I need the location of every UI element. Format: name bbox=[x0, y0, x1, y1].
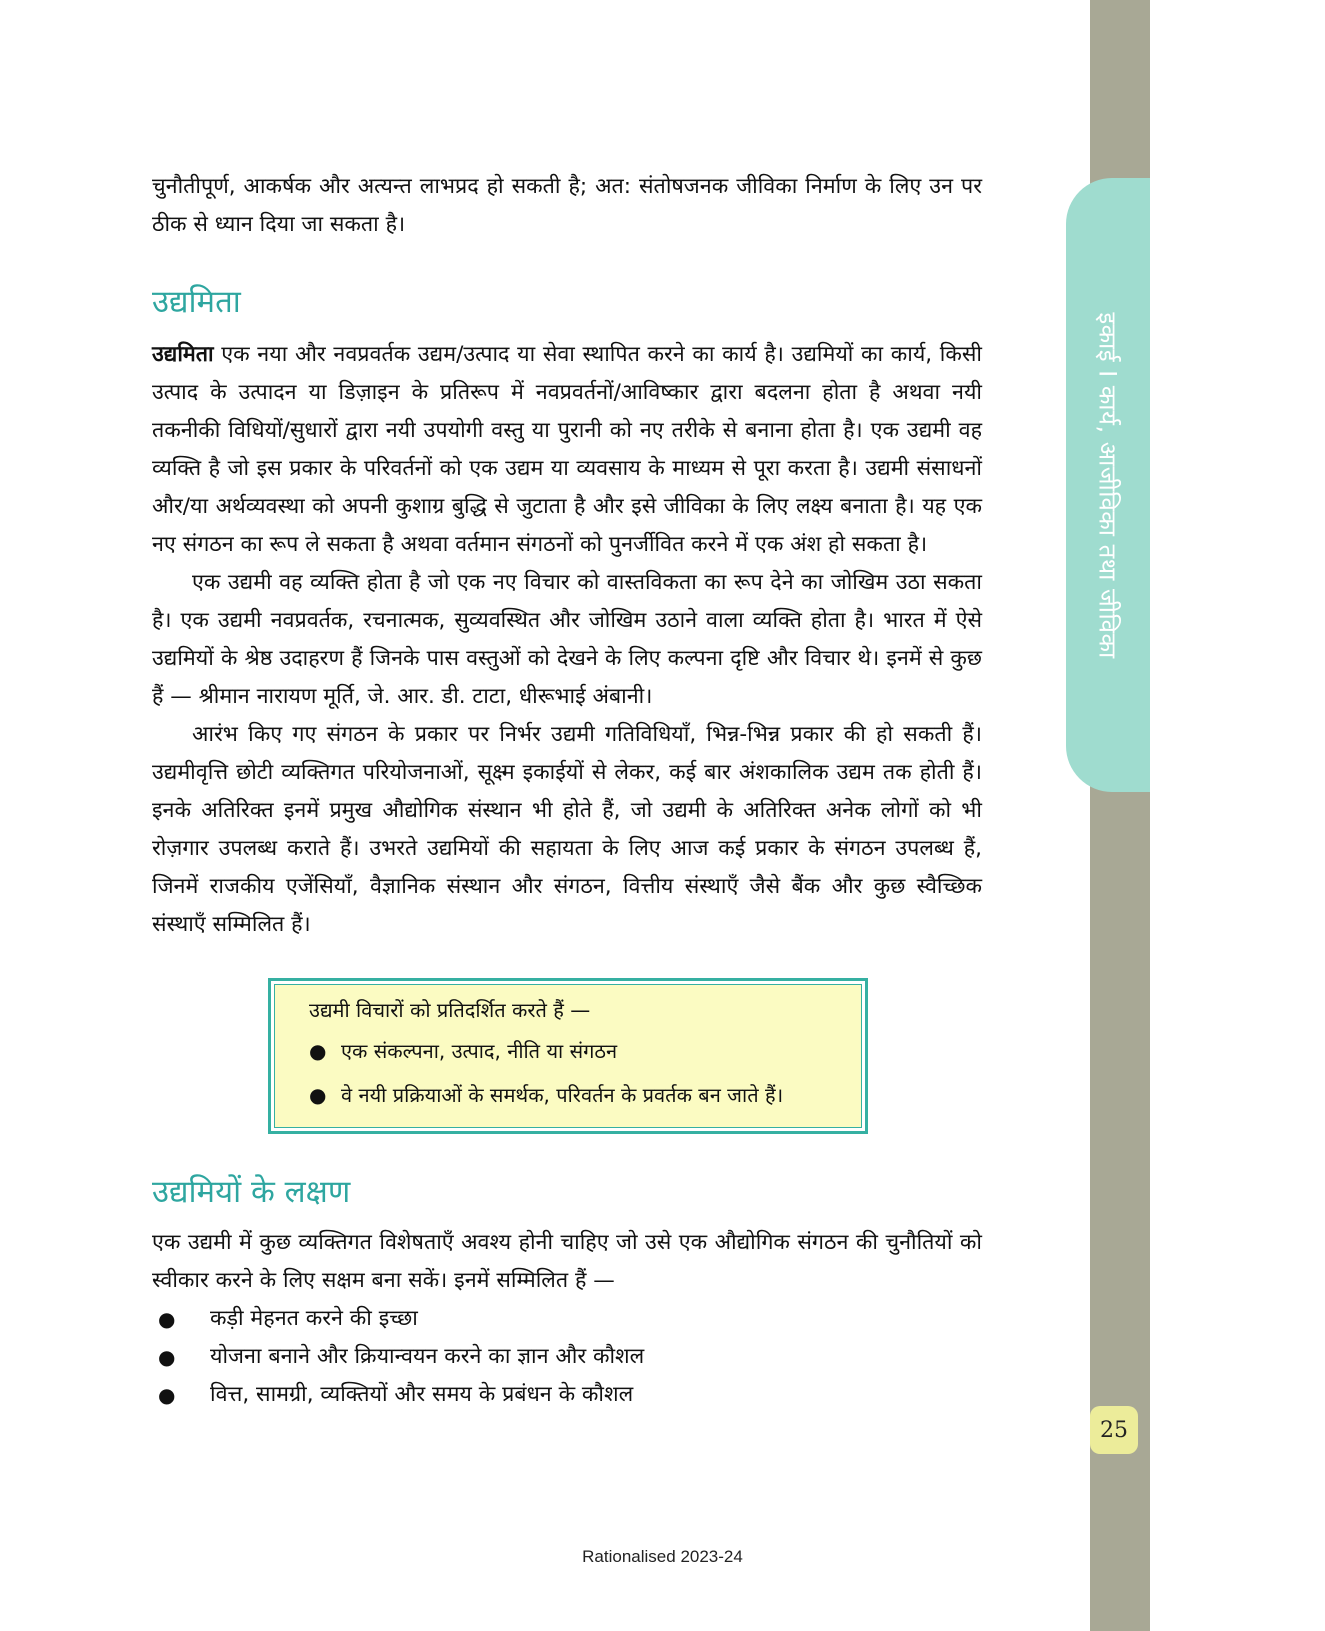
udyamita-paragraph-2: एक उद्यमी वह व्यक्ति होता है जो एक नए विचार को वास्तविकता का रूप देने का जोखिम उठा सकता है। एक उद्यमी नवप्रवर्तक, रचनात्मक, सुव्यवस्थित और जोखिम उठाने वाला व्यक्ति होता है। भारत में ऐसे उद्यमियों के श्रेष्ठ उदाहरण हैं जिनके पास वस्तुओं को देखने के लिए कल्पना दृष्टि और विचार थे। इनमें से कुछ हैं — श्रीमान नारायण मूर्ति, जे. आर. डी. टाटा, धीरूभाई अंबानी। bbox=[152, 570, 982, 709]
udyamita-term: उद्यमिता bbox=[152, 342, 214, 367]
unit-tab-label: इकाई I कार्य, आजीविका तथा जीविका bbox=[1093, 311, 1122, 659]
bullet-icon: ● bbox=[309, 1039, 327, 1063]
footer-note: Rationalised 2023-24 bbox=[582, 1547, 743, 1566]
udyamita-paragraph-3: आरंभ किए गए संगठन के प्रकार पर निर्भर उद्यमी गतिविधियाँ, भिन्न-भिन्न प्रकार की हो सकती हैं। उद्यमीवृत्ति छोटी व्यक्तिगत परियोजनाओं, सूक्ष्म इकाईयों से लेकर, कई बार अंशकालिक उद्यम तक होती हैं। इनके अतिरिक्त इनमें प्रमुख औद्योगिक संस्थान भी होते हैं, जो उद्यमी के अतिरिक्त अनेक लोगों को भी रोज़गार उपलब्ध कराते हैं। उभरते उद्यमियों की सहायता के लिए आज कई प्रकार के संगठन उपलब्ध हैं, जिनमें राजकीय एजेंसियाँ, वैज्ञानिक संस्थान और संगठन, वित्तीय संस्थाएँ जैसे बैंक और कुछ स्वैच्छिक संस्थाएँ सम्मिलित हैं। bbox=[152, 722, 982, 937]
traits-list-item bbox=[152, 1338, 982, 1376]
ideas-box-intro: उद्यमी विचारों को प्रतिदर्शित करते हैं — bbox=[309, 998, 591, 1022]
bullet-icon: ● bbox=[158, 1307, 176, 1331]
intro-paragraph: चुनौतीपूर्ण, आकर्षक और अत्यन्त लाभप्रद हो सकती है; अत: संतोषजनक जीविका निर्माण के लिए उन पर ठीक से ध्यान दिया जा सकता है। bbox=[152, 174, 982, 237]
traits-list bbox=[152, 1300, 982, 1414]
unit-tab-label-wrap bbox=[1066, 178, 1150, 792]
bullet-icon: ● bbox=[158, 1383, 176, 1407]
ideas-list-item-text: एक संकल्पना, उत्पाद, नीति या संगठन bbox=[341, 1039, 618, 1063]
lakshan-paragraph: एक उद्यमी में कुछ व्यक्तिगत विशेषताएँ अवश्य होनी चाहिए जो उसे एक औद्योगिक संगठन की चुनौतियों को स्वीकार करने के लिए सक्षम बना सकें। इनमें सम्मिलित हैं — bbox=[152, 1230, 982, 1293]
bullet-icon: ● bbox=[309, 1083, 327, 1107]
traits-list-item bbox=[152, 1376, 982, 1414]
traits-list-item bbox=[152, 1300, 982, 1338]
ideas-list bbox=[309, 1029, 841, 1117]
page-content bbox=[152, 168, 982, 1414]
ideas-list-item-text: वे नयी प्रक्रियाओं के समर्थक, परिवर्तन के प्रवर्तक बन जाते हैं। bbox=[341, 1083, 784, 1107]
section-heading-udyamita: उद्यमिता bbox=[152, 284, 241, 320]
ideas-list-item bbox=[309, 1029, 841, 1073]
bullet-icon: ● bbox=[158, 1345, 176, 1369]
page-number: 25 bbox=[1090, 1406, 1138, 1454]
ideas-box-inner bbox=[274, 984, 862, 1128]
traits-list-item-text: वित्त, सामग्री, व्यक्तियों और समय के प्रबंधन के कौशल bbox=[210, 1382, 634, 1407]
traits-list-item-text: योजना बनाने और क्रियान्वयन करने का ज्ञान और कौशल bbox=[210, 1344, 645, 1369]
udyamita-paragraph-1 bbox=[152, 336, 982, 564]
section-heading-lakshan: उद्यमियों के लक्षण bbox=[152, 1174, 351, 1210]
traits-list-item-text: कड़ी मेहनत करने की इच्छा bbox=[210, 1306, 418, 1331]
ideas-box bbox=[268, 978, 868, 1134]
ideas-list-item bbox=[309, 1073, 841, 1117]
udyamita-paragraph-1-text: एक नया और नवप्रवर्तक उद्यम/उत्पाद या सेवा स्थापित करने का कार्य है। उद्यमियों का कार्य, किसी उत्पाद के उत्पादन या डिज़ाइन के प्रतिरूप में नवप्रवर्तनों/आविष्कार द्वारा बदलना होता है अथवा नयी तकनीकी विधियों/सुधारों द्वारा नयी उपयोगी वस्तु या पुरानी को नए तरीके से बनाना होता है। एक उद्यमी वह व्यक्ति है जो इस प्रकार के परिवर्तनों को एक उद्यम या व्यवसाय के माध्यम से पूरा करता है। उद्यमी संसाधनों और/या अर्थव्यवस्था को अपनी कुशाग्र बुद्धि से जुटाता है और इसे जीविका के लिए लक्ष्य बनाता है। यह एक नए संगठन का रूप ले सकता है अथवा वर्तमान संगठनों को पुनर्जीवित करने में एक अंश हो सकता है। bbox=[152, 342, 982, 557]
